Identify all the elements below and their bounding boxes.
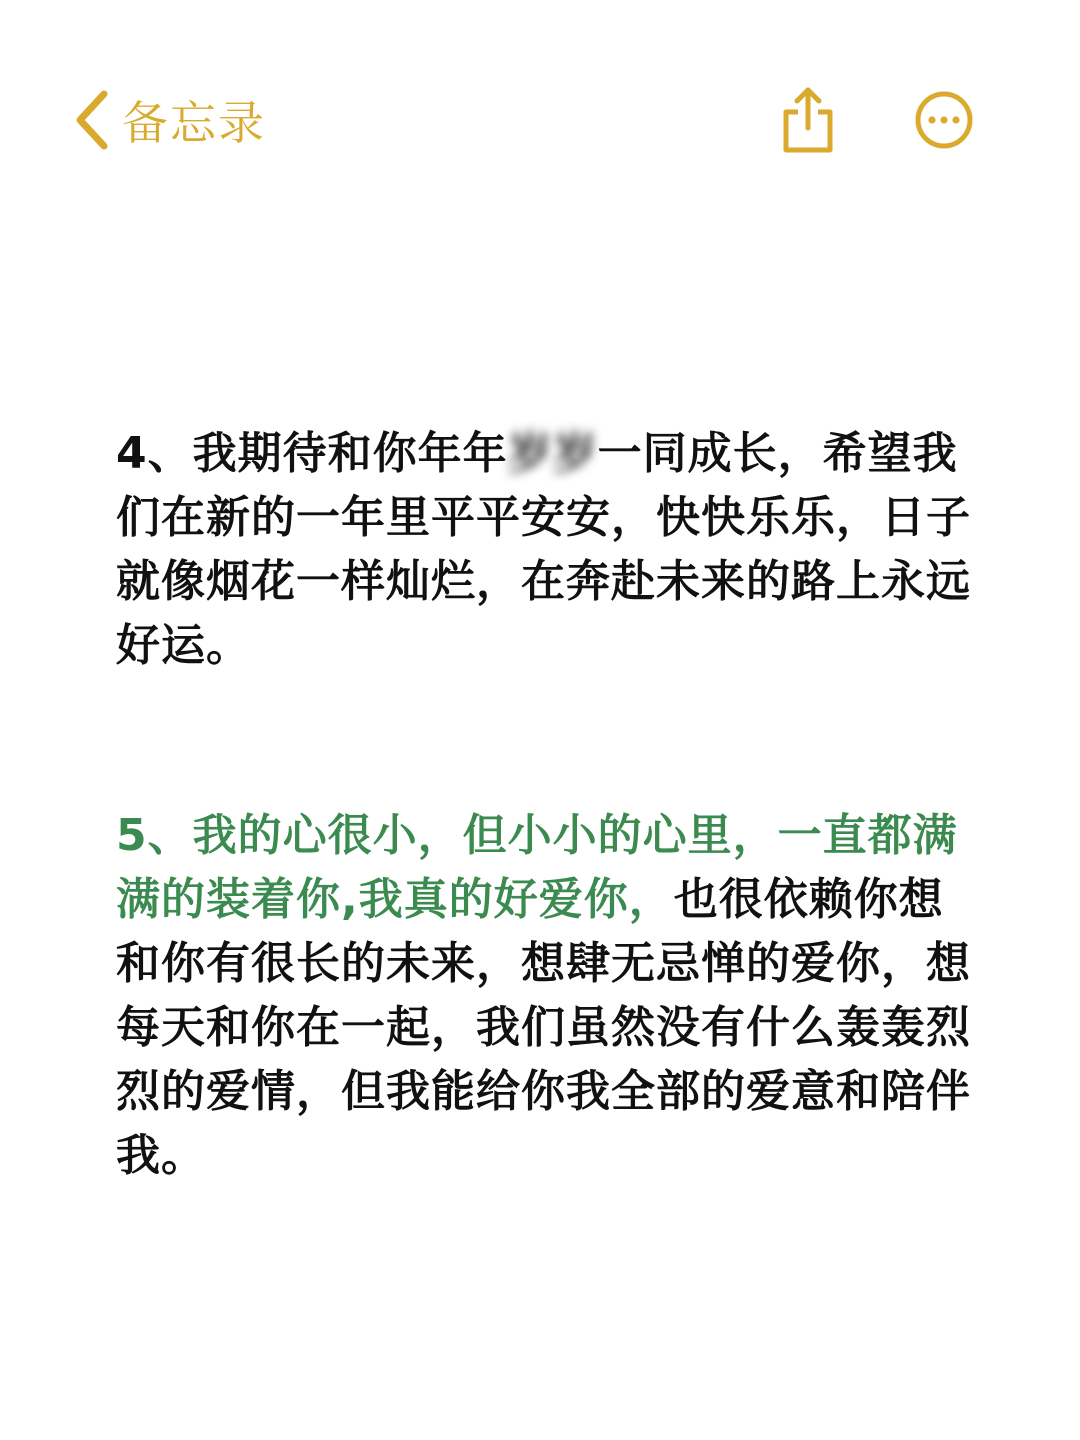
navigation-bar (0, 80, 1080, 160)
more-button[interactable] (914, 90, 974, 150)
paragraph4-text-end: 一同成长，希望我们在新的一年里平平安安，快快乐乐，日子就像烟花一样灿烂，在奔赴未来的路上永远好运。 (116, 428, 971, 671)
paragraph5-text-rest: 也很依赖你想和你有很长的未来，想肆无忌惮的爱你，想每天和你在一起，我们虽然没有什么轰轰烈烈的爱情，但我能给你我全部的爱意和陪伴我。 (116, 874, 971, 1181)
back-label: 备忘录 (122, 96, 266, 150)
note-paragraph-5 (116, 804, 976, 1188)
share-button[interactable] (778, 84, 838, 156)
paragraph4-text-start: 4、我期待和你年年 (116, 428, 508, 479)
note-paragraph-4 (116, 422, 976, 678)
blurred-text: 岁岁 (507, 428, 598, 479)
ellipsis-circle-icon (914, 90, 974, 150)
chevron-left-icon (72, 88, 112, 152)
highlighted-text: 5、我的心很小，但小小的心里，一直都满满的装着你,我真的好爱你， (116, 810, 958, 925)
back-button[interactable] (72, 80, 266, 160)
share-icon (778, 84, 838, 156)
